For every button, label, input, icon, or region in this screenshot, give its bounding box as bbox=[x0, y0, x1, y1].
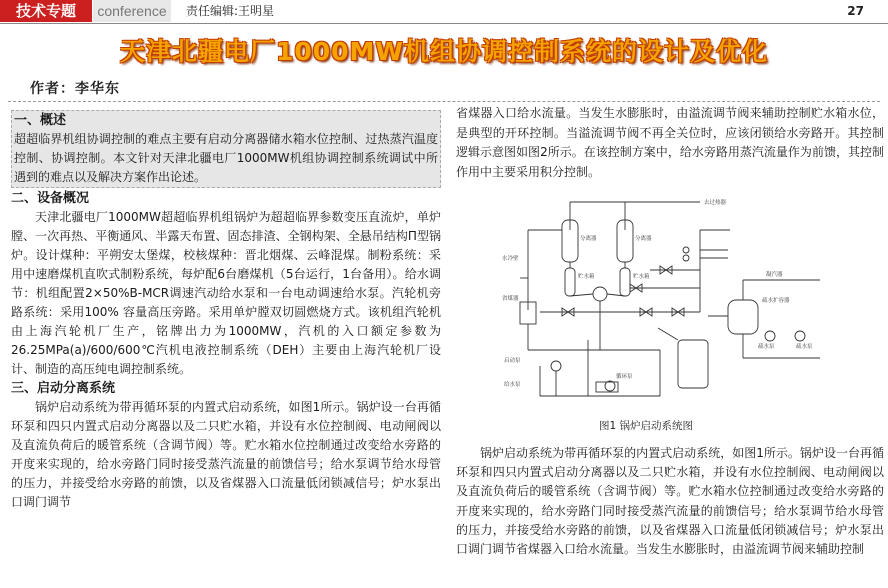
article-title: 天津北疆电厂1000MW机组协调控制系统的设计及优化 bbox=[119, 37, 769, 66]
figure-caption: 图1 锅炉启动系统图 bbox=[598, 420, 694, 432]
fig-label-drain-pump-1: 疏水泵 bbox=[758, 344, 775, 350]
section-tag: 技术专题 bbox=[0, 0, 92, 22]
left-column bbox=[11, 110, 441, 512]
startup-paragraph: 锅炉启动系统为带再循环泵的内置式启动系统，如图1所示。锅炉设一台再循环泵和四只内置式启动分离器以及二只贮水箱，并设有水位控制阀、电动闸阀以及直流负荷后的暖管系统（含调节阀）等。贮水箱水位控制通过改变给水旁路的开度来实现的，给水旁路门同时接受蒸汽流量的前馈信号；给水泵调节给水母管的压力，并接受给水旁路的前馈，以及省煤器入口流量低闭锁减信号；炉水泵出口调门调节 bbox=[11, 400, 441, 509]
abstract-box bbox=[11, 110, 441, 188]
fig-label-waterwall: 水冷壁 bbox=[502, 256, 519, 262]
fig-label-drain-pump-2: 疏水泵 bbox=[796, 344, 813, 350]
section-heading-overview: 一、概述 bbox=[14, 113, 67, 128]
section-heading-startup: 三、启动分离系统 bbox=[11, 381, 116, 396]
page-header bbox=[0, 0, 888, 24]
header-divider bbox=[0, 23, 888, 24]
right-top-paragraph: 省煤器入口给水流量。当发生水膨胀时，由溢流调节阀来辅助控制贮水箱水位，是典型的开环控制。当溢流调节阀不再全关位时，应该闭锁给水旁路开。其控制逻辑示意图如图2所示。在该控制方案中，给水旁路用蒸汽流量作为前馈，其控制作用中主要采用积分控制。 bbox=[456, 106, 884, 179]
fig-label-condenser: 凝汽器 bbox=[766, 272, 783, 278]
fig-label-startup-pump: 启动泵 bbox=[504, 358, 521, 364]
equipment-paragraph: 天津北疆电厂1000MW超超临界机组锅炉为超超临界参数变压直流炉，单炉膛、一次再热、平衡通风、半露天布置、固态排渣、全钢构架、全悬吊结构Π型锅炉。设计煤种：平朔安太堡煤，校核煤种：晋北烟煤、云峰混煤。制粉系统：采用中速磨煤机直吹式制粉系统，每炉配6台磨煤机（5台运行，1台备用）。给水调节：机组配置2×50%B-MCR调速汽动给水泵和一台电动调速给水泵。汽轮机旁路系统：采用100% 容量高压旁路。采用单炉膛双切圆燃烧方式。该机组汽轮机由上海汽轮机厂生产，铭牌出力为1000MW，汽机的入口额定参数为26.25MPa(a)/600/600℃汽机电液控制系统（DEH）主要由上海汽轮机厂设计、制造的高压纯电调控制系统。 bbox=[11, 210, 441, 376]
right-column-bottom bbox=[456, 444, 884, 559]
fig-label-flash-tank: 疏水扩容器 bbox=[762, 298, 790, 304]
article-author: 作者：李华东 bbox=[30, 81, 120, 97]
fig-label-economizer: 省煤器 bbox=[502, 296, 519, 302]
fig-label-storage-tank-2: 贮水箱 bbox=[633, 274, 650, 280]
fig-label-separator-1: 分离器 bbox=[580, 236, 597, 242]
boiler-startup-diagram bbox=[500, 190, 880, 410]
abstract-text: 超超临界机组协调控制的难点主要有启动分离器储水箱水位控制、过热蒸汽温度控制、协调控制。本文针对天津北疆电厂1000MW机组协调控制系统调试中所遇到的难点以及解决方案作出论述。 bbox=[14, 132, 438, 184]
fig-label-circulation-pump: 循环泵 bbox=[616, 374, 633, 380]
section-tag-en: conference bbox=[93, 0, 171, 22]
fig-label-superheater: 去过热器 bbox=[704, 200, 727, 206]
right-bottom-paragraph: 锅炉启动系统为带再循环泵的内置式启动系统，如图1所示。锅炉设一台再循环泵和四只内置式启动分离器以及二只贮水箱，并设有水位控制阀、电动闸阀以及直流负荷后的暖管系统（含调节阀）等。贮水箱水位控制通过改变给水旁路的开度来实现的，给水旁路门同时接受蒸汽流量的前馈信号；给水泵调节给水母管的压力，并接受给水旁路的前馈，以及省煤器入口流量低闭锁减信号；炉水泵出口调门调节省煤器入口给水流量。当发生水膨胀时，由溢流调节阀来辅助控制 bbox=[456, 446, 884, 557]
fig-label-storage-tank-1: 贮水箱 bbox=[578, 274, 595, 280]
page-number: 27 bbox=[847, 4, 864, 18]
editor-credit: 责任编辑:王明星 bbox=[186, 4, 275, 18]
title-divider bbox=[8, 101, 880, 102]
fig-label-separator-2: 分离器 bbox=[635, 236, 652, 242]
right-column-top bbox=[456, 104, 884, 182]
section-heading-equipment: 二、设备概况 bbox=[11, 191, 90, 206]
fig-label-feed-pump: 给水泵 bbox=[504, 382, 521, 388]
